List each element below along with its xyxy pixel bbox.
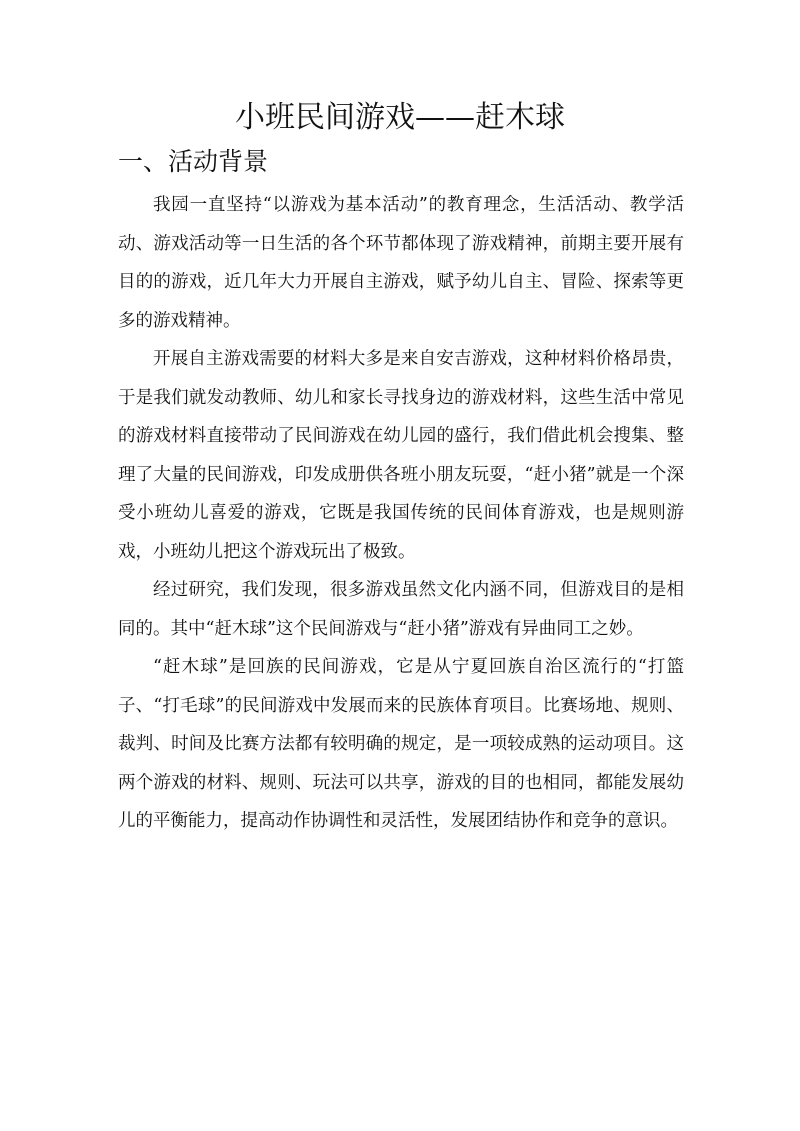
document-title: 小班民间游戏——赶木球 bbox=[235, 100, 565, 135]
paragraph-materials: 开展自主游戏需要的材料大多是来自安吉游戏，这种材料价格昂贵，于是我们就发动教师、幼儿和家长寻找身边的游戏材料，这些生活中常见的游戏材料直接带动了民间游戏在幼儿园的盛行，我们借此机会搜集、整理了大量的民间游戏，印发成册供各班小朋友玩耍，“赶小猪”就是一个深受小班幼儿喜爱的游戏，它既是我国传统的民间体育游戏，也是规则游戏，小班幼儿把这个游戏玩出了极致。 bbox=[118, 349, 684, 562]
paragraph-philosophy: 我园一直坚持“以游戏为基本活动”的教育理念，生活活动、教学活动、游戏活动等一日生活的各个环节都体现了游戏精神，前期主要开展有目的的游戏，近几年大力开展自主游戏，赋予幼儿自主、冒险、探索等更多的游戏精神。 bbox=[118, 195, 684, 331]
section-heading-background: 一、活动背景 bbox=[118, 147, 269, 176]
paragraph-wooden-ball-origin: “赶木球”是回族的民间游戏，它是从宁夏回族自治区流行的“打篮子、“打毛球”的民间游戏中发展而来的民族体育项目。比赛场地、规则、裁判、时间及比赛方法都有较明确的规定，是一项较成熟的运动项目。这两个游戏的材料、规则、玩法可以共享，游戏的目的也相同，都能发展幼儿的平衡能力，提高动作协调性和灵活性，发展团结协作和竞争的意识。 bbox=[118, 657, 684, 831]
section-body bbox=[118, 186, 684, 841]
paragraph-research: 经过研究，我们发现，很多游戏虽然文化内涵不同，但游戏目的是相同的。其中“赶木球”这个民间游戏与“赶小猪”游戏有异曲同工之妙。 bbox=[118, 580, 684, 639]
